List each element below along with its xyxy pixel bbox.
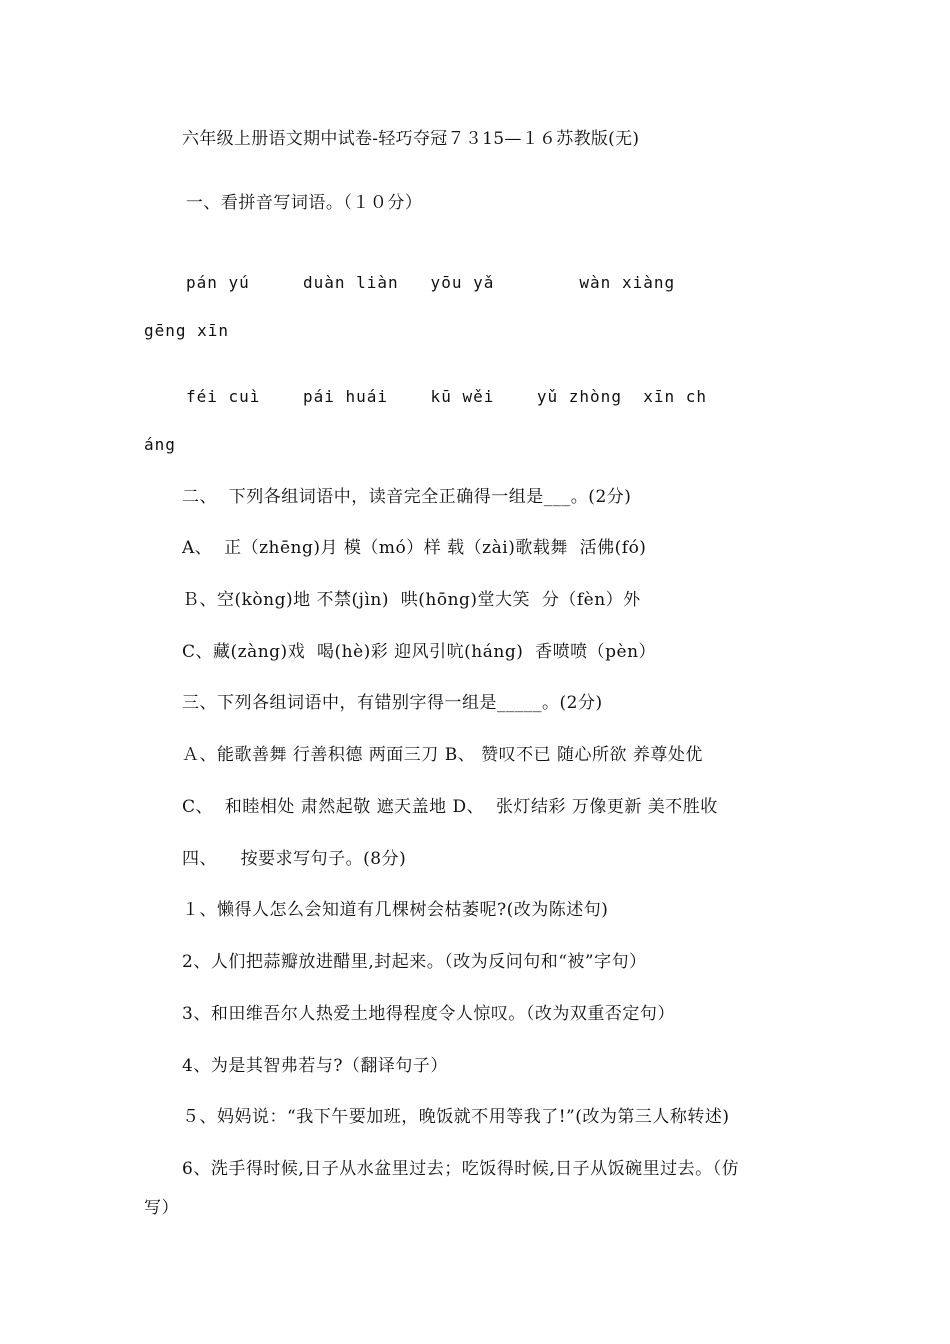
- section4-question-6: 6、洗手得时候,日子从水盆里过去；吃饭得时候,日子从饭碗里过去。（仿: [182, 1159, 740, 1179]
- pinyin-row2: féi cuì pái huái kū wěi yǔ zhòng xīn ch: [186, 387, 708, 406]
- section4-question-5: ５、妈妈说：“我下午要加班，晚饭就不用等我了!”(改为第三人称转述): [182, 1107, 730, 1127]
- section2-option-a: A、 正（zhēng)月 模（mó）样 载（zài)歌载舞 活佛(fó): [182, 538, 647, 558]
- section2-option-c: C、藏(zàng)戏 喝(hè)彩 迎风引吭(háng) 香喷喷（pèn）: [182, 642, 657, 662]
- pinyin-row1-wrap: gēng xīn: [144, 321, 230, 340]
- section3-heading: 三、下列各组词语中，有错别字得一组是_____。(2分): [182, 693, 603, 713]
- section3-row1: Ａ、能歌善舞 行善积德 两面三刀 B、 赞叹不已 随心所欲 养尊处优: [182, 745, 703, 765]
- section2-heading: 二、 下列各组词语中，读音完全正确得一组是___。(2分): [182, 487, 632, 507]
- section3-row2: C、 和睦相处 肃然起敬 遮天盖地 D、 张灯结彩 万像更新 美不胜收: [182, 797, 718, 817]
- section4-question-2: 2、人们把蒜瓣放进醋里,封起来。（改为反问句和“被”字句）: [182, 952, 647, 972]
- section4-question-4: 4、为是其智弗若与?（翻译句子）: [182, 1056, 448, 1076]
- section4-question-1: １、懒得人怎么会知道有几棵树会枯萎呢?(改为陈述句): [182, 900, 609, 920]
- section1-heading: 一、看拼音写词语。（１０分）: [180, 193, 423, 213]
- section4-heading: 四、 按要求写句子。(8分): [182, 849, 407, 869]
- pinyin-row1: pán yú duàn liàn yōu yǎ wàn xiàng: [186, 273, 676, 292]
- section2-option-b: Ｂ、空(kòng)地 不禁(jìn) 哄(hōng)堂大笑 分（fèn）外: [182, 590, 641, 610]
- pinyin-row2-wrap: áng: [144, 435, 176, 454]
- exam-title: 六年级上册语文期中试卷-轻巧夺冠７３15—１６苏教版(无): [182, 129, 640, 149]
- section4-question-3: 3、和田维吾尔人热爱土地得程度令人惊叹。（改为双重否定句）: [182, 1004, 675, 1024]
- section4-question-6-wrap: 写）: [144, 1198, 179, 1218]
